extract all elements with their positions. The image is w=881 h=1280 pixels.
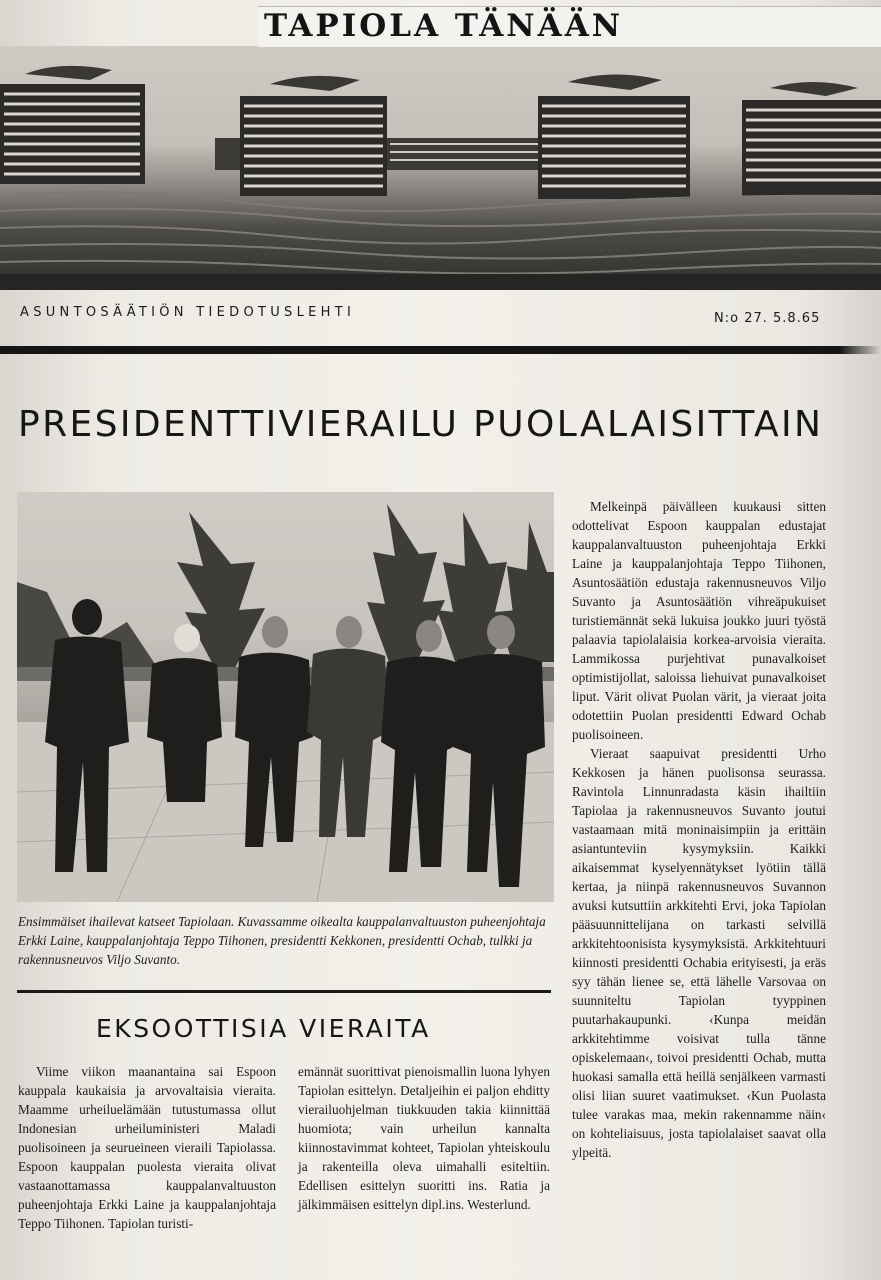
article-headline: PRESIDENTTIVIERAILU PUOLALAISITTAIN xyxy=(18,404,824,445)
second-article-paragraph: Viime viikon maanantaina sai Espoon kauppala kaukaisia ja arvovaltaisia vieraita. Maamme urheiluelämään tutustumassa ollut Indonesian urheiluministeri Maladi puolisoineen ja seurueineen vieraili Tapiolassa. Espoon kauppalan puolesta vieraita olivat vastaanottamassa kauppalanvaltuuston puheenjohtaja Erkki Laine ja kauppalanjohtaja Teppo Tiihonen. Tapiolan turisti- xyxy=(18,1064,276,1231)
second-article-headline: EKSOOTTISIA VIERAITA xyxy=(96,1014,431,1043)
article-paragraph-2: Vieraat saapuivat presidentti Urho Kekkosen ja hänen puolisonsa seurassa. Ravintola Linnunradasta käsin ihailtiin Tapiolaa ja rakennusneuvos Suvanto joutui vastaamaan mitä moninaisimpiin ja erittäin asiantunteviin kysymyksiin. Kaikki aikaisemmat kyselyennätykset lyötiin tällä kertaa, ja niinpä rakennusneuvos Suvannon avuksi kutsuttiin arkkitehti Ervi, joka Tapiolan pääsuunnittelijana on tarkasti selvillä arkkitehtoonisista kysymyksistä. Arkkitehtuuri kiinnosti presidentti Ochabia erityisesti, ja eräs syy tähän lienee se, että lähelle Varsovaa on suunniteltu Tapiolan tyyppinen puutarhakaupunki. ‹Kunpa meidän arkkitehtimme voisivat tulla tänne opiskelemaan‹, toivoi presidentti Ochab, mutta huokasi samalla että heillä senjälkeen varmasti olisi liian suuret vaatimukset. ‹Kun Puolasta tulee varakas maa, mekin rakennamme näin‹ on kohteliaisuus, josta tapiolalaiset saavat olla ylpeitä. xyxy=(572,746,826,1160)
page-edge-shadow xyxy=(840,290,881,1280)
masthead-photo-model-buildings xyxy=(0,46,881,290)
masthead-subtitle: ASUNTOSÄÄTIÖN TIEDOTUSLEHTI xyxy=(20,305,356,320)
section-divider xyxy=(17,990,551,993)
second-article-paragraph-cont: emännät suorittivat pienoismallin luona lyhyen Tapiolan esittelyn. Detaljeihin ei paljon ehditty vierailuohjelman tiukkuuden takia kiinnittää huomiota; vain urheilun kannalta kiinnostavimmat kohteet, Tapiolan yhteiskoulu ja rakenteilla oleva uimahalli esiteltiin. Edellisen esittelyn suoritti ins. Ratia ja jälkimmäisen esittelyn dipl.ins. Westerlund. xyxy=(298,1064,550,1212)
header-divider xyxy=(0,346,881,354)
masthead-title: TAPIOLA TÄNÄÄN xyxy=(264,8,624,44)
second-article-column-2 xyxy=(298,1062,550,1214)
issue-number-date: N:o 27. 5.8.65 xyxy=(714,311,821,326)
second-article-column-1 xyxy=(18,1062,276,1233)
photo-caption: Ensimmäiset ihailevat katseet Tapiolaan. Kuvassamme oikealta kauppalanvaltuuston puheenjohtaja Erkki Laine, kauppalanjohtaja Teppo Tiihonen, presidentti Kekkonen, presidentti Ochab, tulkki ja rakennusneuvos Viljo Suvanto. xyxy=(18,914,546,967)
article-paragraph-1: Melkeinpä päivälleen kuukausi sitten odottelivat Espoon kauppalan edustajat kauppalanvaltuuston puheenjohtaja Erkki Laine ja kauppalanjohtaja Teppo Tiihonen, Asuntosäätiön edustaja rakennusneuvos Viljo Suvanto ja Asuntosäätiön vihreäpukuiset turistiemännät sekä lukuisa joukko juuri työstä palaavia tapiolalaisia korkea-arvoisia vieraita. Lammikossa purjehtivat punavalkoiset optimistijollat, saloissa liehuivat punavalkoiset liput. Värit olivat Puolan värit, ja vieraat joita odotettiin Puolan presidentti Edward Ochab puolisoineen. xyxy=(572,499,826,742)
article-photo-group-walking xyxy=(17,492,554,902)
article-right-column xyxy=(572,497,826,1162)
